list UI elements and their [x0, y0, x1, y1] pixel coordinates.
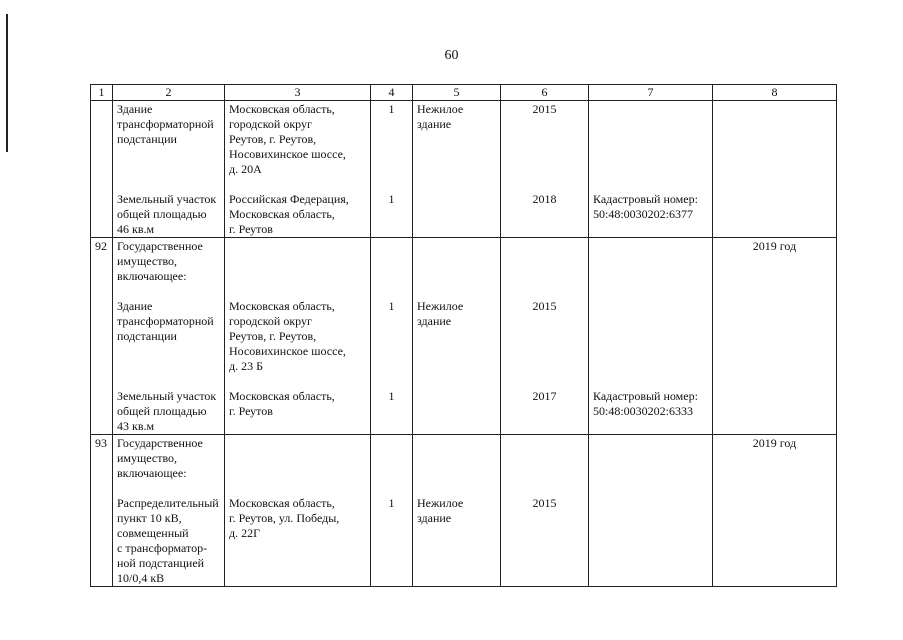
address-line: Российская Федерация, — [229, 192, 349, 206]
address-cell — [225, 435, 371, 587]
object-name-line: Земельный участок — [117, 389, 217, 403]
object-name-line: Земельный участок — [117, 192, 217, 206]
page-number: 60 — [444, 48, 459, 63]
row-number-cell — [91, 238, 113, 435]
cadastre-line: 50:48:0030202:6377 — [593, 207, 694, 221]
cadastre-line: 50:48:0030202:6333 — [593, 404, 694, 418]
address-line: Московская область, — [229, 299, 335, 313]
address-line: Носовихинское шоссе, — [229, 344, 346, 358]
page-edge-line — [6, 14, 8, 152]
address-cell — [225, 101, 371, 238]
year-value: 2015 — [532, 299, 557, 313]
column-number-8: 8 — [713, 85, 837, 101]
group-title-line: имущество, — [117, 254, 178, 268]
quantity-cell — [371, 238, 413, 435]
object-name-line: совмещенный — [117, 526, 189, 540]
object-name-line: 43 кв.м — [117, 419, 155, 433]
object-name-line: общей площадью — [117, 207, 207, 221]
year-value: 2018 — [532, 192, 557, 206]
cadastre-cell — [589, 435, 713, 587]
object-name-line: Здание — [117, 299, 153, 313]
object-name-line: 10/0,4 кВ — [117, 571, 165, 585]
object-name-line: Здание — [117, 102, 153, 116]
object-type-cell — [413, 435, 501, 587]
period-cell — [713, 435, 837, 587]
property-table — [90, 84, 837, 587]
group-title-line: включающее: — [117, 269, 187, 283]
address-line: Реутов, г. Реутов, — [229, 132, 317, 146]
column-number-3: 3 — [225, 85, 371, 101]
table-row — [91, 101, 837, 238]
object-name-cell — [113, 435, 225, 587]
table-header-row — [91, 85, 837, 101]
address-line: городской округ — [229, 314, 312, 328]
cadastre-cell — [589, 101, 713, 238]
column-number-1: 1 — [91, 85, 113, 101]
object-name-cell — [113, 238, 225, 435]
period-value: 2019 год — [752, 239, 797, 253]
table-row — [91, 435, 837, 587]
column-number-6: 6 — [501, 85, 589, 101]
column-number-2: 2 — [113, 85, 225, 101]
object-type-line: здание — [417, 117, 452, 131]
quantity-value: 1 — [388, 192, 395, 206]
group-title-line: Государственное — [117, 436, 203, 450]
period-cell — [713, 101, 837, 238]
row-number-cell — [91, 435, 113, 587]
address-line: Московская область, — [229, 389, 335, 403]
year-value: 2015 — [532, 496, 557, 510]
quantity-value: 1 — [388, 299, 395, 313]
address-line: Реутов, г. Реутов, — [229, 329, 317, 343]
object-type-line: Нежилое — [417, 496, 464, 510]
quantity-value: 1 — [388, 102, 395, 116]
address-line: д. 20А — [229, 162, 262, 176]
row-number: 92 — [95, 239, 107, 253]
object-name-line: трансформаторной — [117, 117, 214, 131]
address-line: городской округ — [229, 117, 312, 131]
column-number-7: 7 — [589, 85, 713, 101]
object-name-line: трансформаторной — [117, 314, 214, 328]
group-title-line: включающее: — [117, 466, 187, 480]
object-name-line: ной подстанцией — [117, 556, 205, 570]
cadastre-line: Кадастровый номер: — [593, 192, 698, 206]
group-title-line: имущество, — [117, 451, 178, 465]
object-name-line: 46 кв.м — [117, 222, 155, 236]
address-line: г. Реутов, ул. Победы, — [229, 511, 340, 525]
address-cell — [225, 238, 371, 435]
row-number: 93 — [95, 436, 107, 450]
object-name-line: подстанции — [117, 132, 177, 146]
object-type-cell — [413, 101, 501, 238]
period-value: 2019 год — [752, 436, 797, 450]
period-cell — [713, 238, 837, 435]
object-name-line: общей площадью — [117, 404, 207, 418]
cadastre-cell — [589, 238, 713, 435]
address-line: д. 23 Б — [229, 359, 263, 373]
quantity-value: 1 — [388, 496, 395, 510]
object-name-cell — [113, 101, 225, 238]
object-name-line: пункт 10 кВ, — [117, 511, 182, 525]
object-name-line: с трансформатор- — [117, 541, 208, 555]
table-row — [91, 238, 837, 435]
year-cell — [501, 435, 589, 587]
object-type-line: Нежилое — [417, 102, 464, 116]
quantity-value: 1 — [388, 389, 395, 403]
object-name-line: подстанции — [117, 329, 177, 343]
address-line: Московская область, — [229, 496, 335, 510]
row-number-cell — [91, 101, 113, 238]
cadastre-line: Кадастровый номер: — [593, 389, 698, 403]
address-line: г. Реутов — [229, 404, 273, 418]
column-number-4: 4 — [371, 85, 413, 101]
object-type-line: Нежилое — [417, 299, 464, 313]
quantity-cell — [371, 435, 413, 587]
address-line: г. Реутов — [229, 222, 273, 236]
column-number-5: 5 — [413, 85, 501, 101]
object-type-line: здание — [417, 511, 452, 525]
object-name-line: Распределительный — [117, 496, 219, 510]
group-title-line: Государственное — [117, 239, 203, 253]
year-value: 2017 — [532, 389, 557, 403]
address-line: Московская область, — [229, 207, 335, 221]
address-line: д. 22Г — [229, 526, 261, 540]
object-type-line: здание — [417, 314, 452, 328]
year-cell — [501, 238, 589, 435]
address-line: Московская область, — [229, 102, 335, 116]
quantity-cell — [371, 101, 413, 238]
year-cell — [501, 101, 589, 238]
address-line: Носовихинское шоссе, — [229, 147, 346, 161]
object-type-cell — [413, 238, 501, 435]
year-value: 2015 — [532, 102, 557, 116]
